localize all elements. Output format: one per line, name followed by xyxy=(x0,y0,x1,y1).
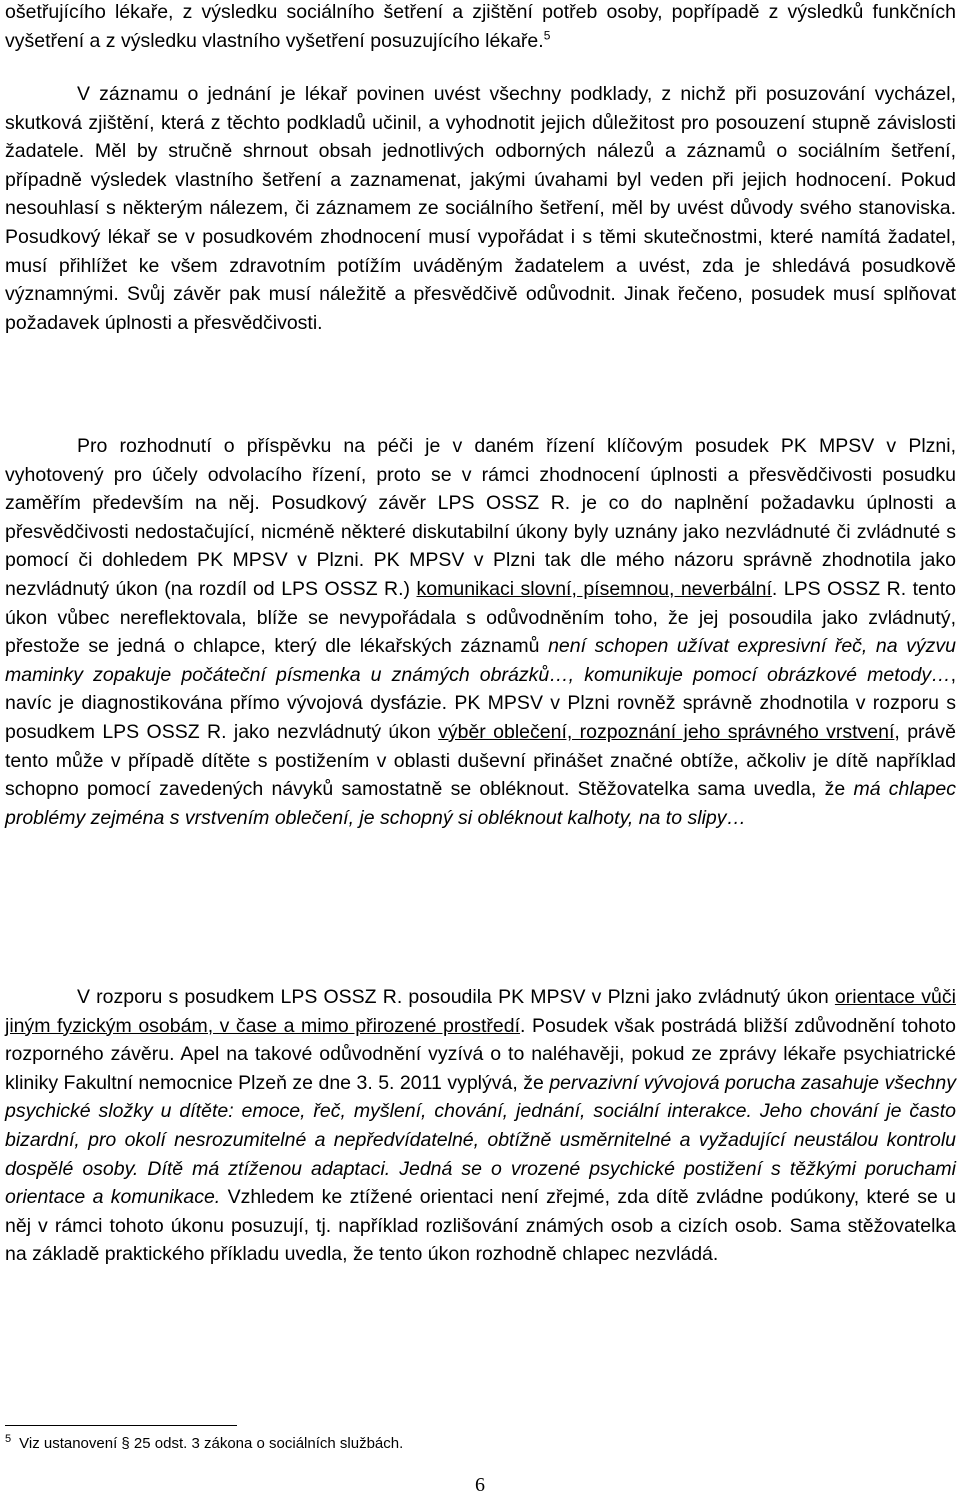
italic-quote: pervazivní vývojová porucha zasahuje všechny psychické složky u dítěte: emoce, řeč, myšlení, chování, jednání, sociální interakce. Jeho chování je často bizardní, pro okolí nesrozumitelné a nepředvídatelné, obtížně usměrnitelné a vyžadující neustálou kontrolu dospělé osoby. Dítě má ztíženou adaptaci. Jedná se o vrozené psychické postižení s těžkými poruchami orientace a komunikace. xyxy=(5,1071,956,1209)
footnote-text: Viz ustanovení § 25 odst. 3 zákona o sociálních službách. xyxy=(19,1435,404,1452)
text-run: V záznamu o jednání je lékař povinen uvést všechny podklady, z nichž při posuzování vycházel, skutková zjištění, která z těchto podkladů učinil, a vyhodnotit jejich důležitost pro posouzení stupně závislosti žadatele. Měl by stručně shrnout obsah jednotlivých odborných nálezů a záznamů o sociálním šetření, případně výsledek vlastního šetření a zaznamenat, jakými úvahami byl veden při jejich hodnocení. Pokud nesouhlasí s některým nálezem, či záznamem ze sociálního šetření, měl by uvést důvody svého stanoviska. Posudkový lékař se v posudkovém zhodnocení musí vypořádat i s těmi skutečnostmi, které namítá žadatel, musí přihlížet ke všem zdravotním potížím uváděným žadatelem a uvést, zda je shledává posudkově významnými. Svůj závěr pak musí náležitě a přesvědčivě odůvodnit. Jinak řečeno, posudek musí splňovat požadavek úplnosti a přesvědčivosti. xyxy=(5,83,956,334)
paragraph-record-requirements xyxy=(5,80,956,337)
italic-quote: není schopen užívat expresivní řeč, na výzvu maminky zopakuje počáteční písmenka u známých obrázků…, komunikuje pomocí obrázkové metody… xyxy=(5,635,956,686)
text-run: Vzhledem ke ztížené orientaci není zřejmé, zda dítě zvládne podúkony, které se u něj v rámci tohoto úkonu posuzují, tj. například rozlišování známých osob a cizích osob. Sama stěžovatelka na základě praktického příkladu uvedla, že tento úkon rozhodně chlapec nezvládá. xyxy=(5,1186,957,1266)
text-run: , právě tento může v případě dítěte s postižením v oblasti duševní přinášet značné obtíže, ačkoliv je dítě například schopno pomocí zavedených návyků samostatně se obléknout. Stěžovatelka sama uvedla, že xyxy=(5,720,956,801)
text-run: . Posudek však postrádá bližší zdůvodnění tohoto rozporného závěru. Apel na takové odůvodnění vyzívá o to naléhavěji, pokud ze zprávy lékaře psychiatrické kliniky Fakultní nemocnice Plzeň ze dne 3. 5. 2011 vyplývá, že xyxy=(5,1014,956,1094)
underlined-text: výběr oblečení, rozpoznání jeho správného vrstvení xyxy=(438,720,895,743)
footnote-separator xyxy=(5,1425,237,1426)
footnote-reference[interactable]: 5 xyxy=(543,28,551,43)
page-number: 6 xyxy=(475,1474,485,1496)
text-run: Pro rozhodnutí o příspěvku na péči je v daném řízení klíčovým posudek PK MPSV v Plzni, vyhotovený pro účely odvolacího řízení, proto se v rámci zhodnocení úplnosti a přesvědčivosti posudku zaměřím především na něj. Posudkový závěr LPS OSSZ R. je co do naplnění požadavku úplnosti a přesvědčivosti nedostačující, nicméně některé diskutabilní úkony byly uznány jako nezvládnuté či zvládnuté s pomocí či dohledem PK MPSV v Plzni. PK MPSV v Plzni tak dle mého názoru správně zhodnotila jako nezvládnutý úkon (na rozdíl od LPS OSSZ R.) xyxy=(5,435,956,600)
footnote xyxy=(5,1434,403,1454)
text-run: ošetřujícího lékaře, z výsledku sociálního šetření a zjištění potřeb osoby, popřípadě z výsledků funkčních vyšetření a z výsledku vlastního vyšetření posuzujícího lékaře. xyxy=(5,1,956,52)
footnote-number: 5 xyxy=(5,1433,12,1445)
text-run: . LPS OSSZ R. tento úkon vůbec nereflektovala, blíže se nevypořádala s odůvodněním toho, že jej posoudila jako zvládnutý, přestože se jedná o chlapce, který dle lékařských záznamů xyxy=(5,577,956,658)
paragraph-assessment-review xyxy=(5,432,956,832)
italic-quote: má chlapec problémy zejména s vrstvením oblečení, je schopný si obléknout kalhoty, na to slipy… xyxy=(5,778,957,829)
text-run: , navíc je diagnostikována přímo vývojová dysfázie. PK MPSV v Plzni rovněž správně zhodnotila v rozporu s posudkem LPS OSSZ R. jako nezvládnutý úkon xyxy=(5,663,956,743)
underlined-text: komunikaci slovní, písemnou, neverbální xyxy=(416,577,772,600)
paragraph-continuation xyxy=(5,0,956,55)
underlined-text: orientace vůči jiným fyzickým osobám, v čase a mimo přirozené prostředí xyxy=(5,986,956,1037)
paragraph-orientation-review xyxy=(5,983,956,1269)
text-run: V rozporu s posudkem LPS OSSZ R. posoudila PK MPSV v Plzni jako zvládnutý úkon xyxy=(77,986,835,1008)
